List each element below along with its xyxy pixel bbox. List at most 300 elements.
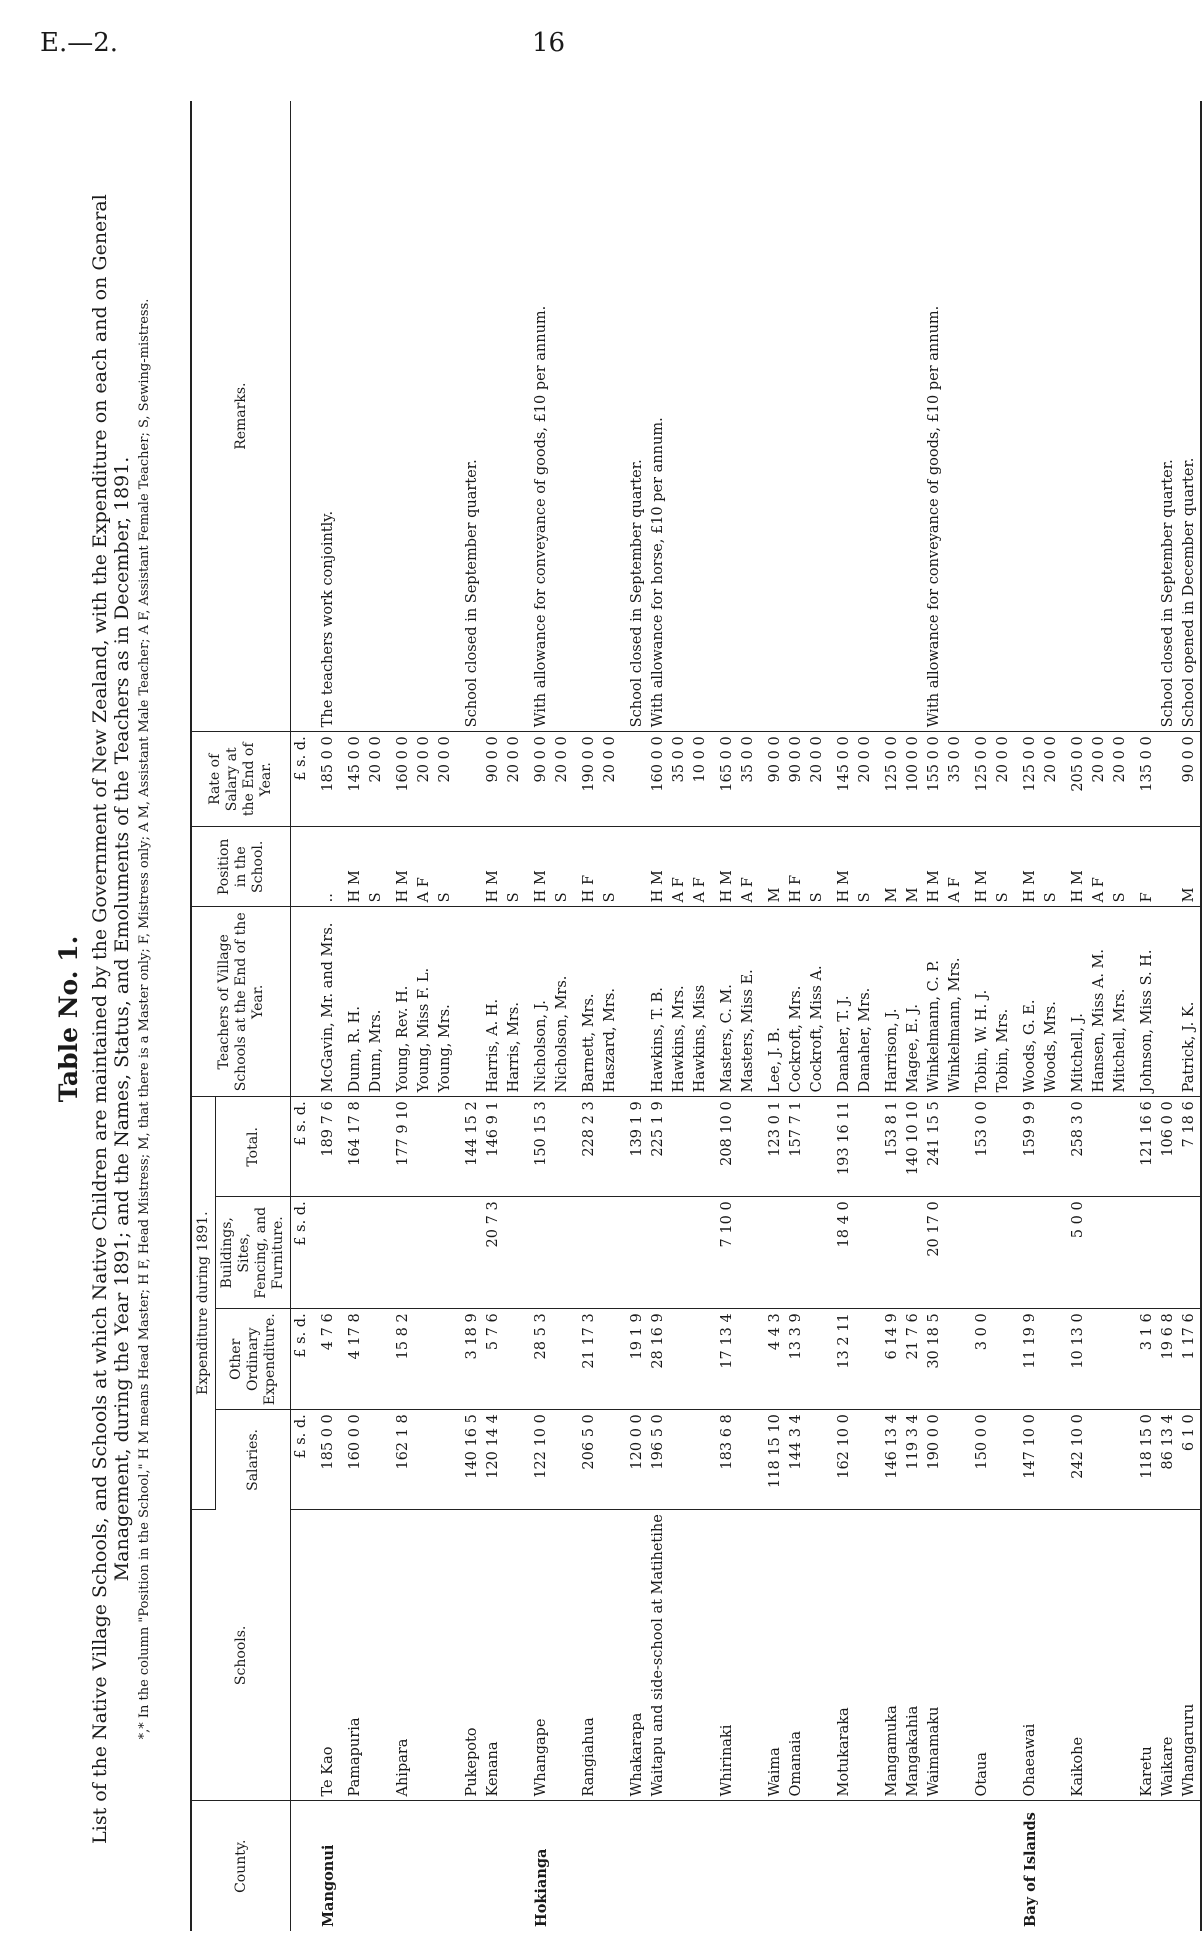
school-cell: Ohaeawai (1014, 1510, 1041, 1801)
county-cell (456, 1801, 483, 1931)
remarks-cell: The teachers work conjointly. (312, 101, 339, 732)
salaries-cell: 122 10 0 (525, 1410, 552, 1510)
rate-cell: 165 0 0 (711, 732, 738, 827)
unit-label: £ s. d. (291, 1309, 313, 1410)
rate-cell: 160 0 0 (648, 732, 669, 827)
teacher-cell: Patrick, J. K. (1179, 907, 1201, 1097)
total-cell (690, 1097, 711, 1197)
buildings-cell (903, 1197, 924, 1309)
rate-cell: 20 0 0 (807, 732, 828, 827)
teacher-cell: Cockroft, Miss A. (807, 907, 828, 1097)
buildings-cell (786, 1197, 807, 1309)
rate-cell: 125 0 0 (966, 732, 993, 827)
teacher-cell: Mitchell, J. (1062, 907, 1089, 1097)
teacher-cell: Harris, A. H. (483, 907, 504, 1097)
rate-cell (1158, 732, 1179, 827)
school-cell (552, 1510, 573, 1801)
rate-cell: 20 0 0 (504, 732, 525, 827)
remarks-cell (1110, 101, 1131, 732)
teacher-cell: Harrison, J. (876, 907, 903, 1097)
table-row (366, 101, 387, 1931)
county-cell (993, 1801, 1014, 1931)
teacher-cell: Woods, Mrs. (1041, 907, 1062, 1097)
remarks-cell (966, 101, 993, 732)
table-row (1014, 101, 1041, 1931)
unit-label: £ s. d. (291, 1097, 313, 1197)
buildings-cell (876, 1197, 903, 1309)
county-cell (945, 1801, 966, 1931)
rate-header: Rate of Salary at the End of Year. (191, 732, 291, 827)
total-cell: 228 2 3 (573, 1097, 600, 1197)
other-expenditure-cell: 4 17 8 (339, 1309, 366, 1410)
total-cell (1110, 1097, 1131, 1197)
teacher-cell: Johnson, Miss S. H. (1131, 907, 1158, 1097)
teacher-cell: Winkelmann, C. P. (924, 907, 945, 1097)
other-expenditure-cell (552, 1309, 573, 1410)
other-expenditure-cell (945, 1309, 966, 1410)
rate-cell: 35 0 0 (669, 732, 690, 827)
table-row (711, 101, 738, 1931)
teachers-header: Teachers of Village Schools at the End of the Year. (191, 907, 291, 1097)
remarks-cell: School closed in September quarter. (621, 101, 648, 732)
title-block (50, 95, 185, 1943)
county-cell (387, 1801, 414, 1931)
position-cell: H M (1014, 827, 1041, 907)
teacher-cell: Woods, G. E. (1014, 907, 1041, 1097)
remarks-cell (1089, 101, 1110, 732)
teacher-cell: Young, Mrs. (435, 907, 456, 1097)
school-cell: Pamapuria (339, 1510, 366, 1801)
other-expenditure-cell: 15 8 2 (387, 1309, 414, 1410)
table-row (483, 101, 504, 1931)
rate-cell: 35 0 0 (738, 732, 759, 827)
table-row (903, 101, 924, 1931)
buildings-cell (387, 1197, 414, 1309)
teacher-cell: Mitchell, Mrs. (1110, 907, 1131, 1097)
buildings-cell (1014, 1197, 1041, 1309)
school-cell: Waimamaku (924, 1510, 945, 1801)
salaries-cell: 144 3 4 (786, 1410, 807, 1510)
rate-cell: 145 0 0 (828, 732, 855, 827)
position-cell: H M (525, 827, 552, 907)
other-expenditure-cell: 13 3 9 (786, 1309, 807, 1410)
remarks-cell (552, 101, 573, 732)
rate-cell: 125 0 0 (1014, 732, 1041, 827)
teacher-cell: Magee, E. J. (903, 907, 924, 1097)
other-expenditure-cell (1089, 1309, 1110, 1410)
position-cell: A F (690, 827, 711, 907)
school-cell (435, 1510, 456, 1801)
table-row (993, 101, 1014, 1931)
buildings-cell (366, 1197, 387, 1309)
other-expenditure-cell: 11 19 9 (1014, 1309, 1041, 1410)
teacher-cell: Hansen, Miss A. M. (1089, 907, 1110, 1097)
county-header: County. (191, 1801, 291, 1931)
position-cell: F (1131, 827, 1158, 907)
rate-cell: 20 0 0 (855, 732, 876, 827)
school-cell (945, 1510, 966, 1801)
other-expenditure-cell (669, 1309, 690, 1410)
school-cell (504, 1510, 525, 1801)
rate-cell (621, 732, 648, 827)
table-row (456, 101, 483, 1931)
total-cell: 121 16 6 (1131, 1097, 1158, 1197)
other-expenditure-cell (690, 1309, 711, 1410)
buildings-cell (945, 1197, 966, 1309)
remarks-cell (414, 101, 435, 732)
rate-cell: 190 0 0 (573, 732, 600, 827)
buildings-cell: 20 17 0 (924, 1197, 945, 1309)
salaries-cell: 162 1 8 (387, 1410, 414, 1510)
other-expenditure-cell: 6 14 9 (876, 1309, 903, 1410)
other-expenditure-cell: 1 17 6 (1179, 1309, 1201, 1410)
remarks-header: Remarks. (191, 101, 291, 732)
county-cell (807, 1801, 828, 1931)
salaries-cell: 120 0 0 (621, 1410, 648, 1510)
buildings-cell (1089, 1197, 1110, 1309)
teacher-cell: Barnett, Mrs. (573, 907, 600, 1097)
teacher-cell: Nicholson, J. (525, 907, 552, 1097)
salaries-cell: 140 16 5 (456, 1410, 483, 1510)
buildings-cell (456, 1197, 483, 1309)
table-row (945, 101, 966, 1931)
total-cell: 225 1 9 (648, 1097, 669, 1197)
remarks-cell (387, 101, 414, 732)
other-expenditure-cell: 10 13 0 (1062, 1309, 1089, 1410)
salaries-cell: 150 0 0 (966, 1410, 993, 1510)
position-cell: S (855, 827, 876, 907)
total-cell (600, 1097, 621, 1197)
buildings-cell (621, 1197, 648, 1309)
county-cell (648, 1801, 669, 1931)
expenditure-group-header: Expenditure during 1891. (191, 1097, 216, 1510)
total-cell: 106 0 0 (1158, 1097, 1179, 1197)
total-cell (1041, 1097, 1062, 1197)
buildings-cell (759, 1197, 786, 1309)
remarks-cell (855, 101, 876, 732)
table-row (669, 101, 690, 1931)
position-cell: H F (786, 827, 807, 907)
teacher-cell: Cockroft, Mrs. (786, 907, 807, 1097)
teacher-cell: Tobin, Mrs. (993, 907, 1014, 1097)
rate-cell: 90 0 0 (1179, 732, 1201, 827)
salaries-cell (414, 1410, 435, 1510)
table-row (504, 101, 525, 1931)
rotated-table-page (50, 95, 1197, 1943)
buildings-cell: 5 0 0 (1062, 1197, 1089, 1309)
salaries-cell (504, 1410, 525, 1510)
buildings-cell: 18 4 0 (828, 1197, 855, 1309)
salaries-cell: 162 10 0 (828, 1410, 855, 1510)
total-cell (855, 1097, 876, 1197)
buildings-cell (690, 1197, 711, 1309)
county-cell (738, 1801, 759, 1931)
page-number: 16 (532, 28, 566, 58)
remarks-cell (903, 101, 924, 732)
salaries-cell (807, 1410, 828, 1510)
rate-cell: 135 0 0 (1131, 732, 1158, 827)
other-expenditure-cell: 3 1 6 (1131, 1309, 1158, 1410)
county-cell (414, 1801, 435, 1931)
other-expenditure-cell: 19 6 8 (1158, 1309, 1179, 1410)
total-cell: 189 7 6 (312, 1097, 339, 1197)
buildings-cell (648, 1197, 669, 1309)
other-expenditure-cell (600, 1309, 621, 1410)
other-expenditure-cell: 19 1 9 (621, 1309, 648, 1410)
school-cell: Karetu (1131, 1510, 1158, 1801)
table-body (291, 101, 1202, 1931)
total-cell: 140 10 10 (903, 1097, 924, 1197)
unit-label: £ s. d. (291, 1410, 313, 1510)
teacher-cell: Danaher, Mrs. (855, 907, 876, 1097)
rate-cell: 90 0 0 (525, 732, 552, 827)
salaries-cell (366, 1410, 387, 1510)
school-cell: Mangakahia (903, 1510, 924, 1801)
salaries-cell: 118 15 0 (1131, 1410, 1158, 1510)
county-cell (924, 1801, 945, 1931)
table-row (414, 101, 435, 1931)
other-expenditure-cell: 4 4 3 (759, 1309, 786, 1410)
unit-label: £ s. d. (291, 732, 313, 827)
buildings-cell (1110, 1197, 1131, 1309)
other-expenditure-cell: 3 0 0 (966, 1309, 993, 1410)
buildings-cell: 7 10 0 (711, 1197, 738, 1309)
other-expenditure-header: Other Ordinary Expenditure. (216, 1309, 291, 1410)
other-expenditure-cell (366, 1309, 387, 1410)
total-cell: 123 0 1 (759, 1097, 786, 1197)
other-expenditure-cell (993, 1309, 1014, 1410)
position-cell: H M (483, 827, 504, 907)
teacher-cell: Masters, C. M. (711, 907, 738, 1097)
school-cell: Rangiahua (573, 1510, 600, 1801)
position-header: Position in the School. (191, 827, 291, 907)
school-cell: Kaikohe (1062, 1510, 1089, 1801)
position-cell: M (1179, 827, 1201, 907)
school-cell: Waitapu and side-school at Matihetihe (648, 1510, 669, 1801)
buildings-cell (1179, 1197, 1201, 1309)
total-cell (669, 1097, 690, 1197)
table-row (807, 101, 828, 1931)
total-cell: 139 1 9 (621, 1097, 648, 1197)
school-cell: Whangape (525, 1510, 552, 1801)
remarks-cell (504, 101, 525, 732)
table-row (1041, 101, 1062, 1931)
county-cell (711, 1801, 738, 1931)
county-cell (966, 1801, 993, 1931)
other-expenditure-cell: 21 17 3 (573, 1309, 600, 1410)
table-row (759, 101, 786, 1931)
rate-cell: 20 0 0 (414, 732, 435, 827)
buildings-cell (312, 1197, 339, 1309)
position-cell: H F (573, 827, 600, 907)
salaries-cell (1041, 1410, 1062, 1510)
position-legend: *,* In the column "Position in the School," H M means Head Master; H F, Head Mistress; M, that there is a Master only; F, Mistress only; A M, Assistant Male Teacher; A F, Assistant Female Teacher; S, Sewing-mistress. (137, 298, 152, 1740)
county-cell: Mangonui (320, 1844, 337, 1927)
table-row (339, 101, 366, 1931)
position-cell: A F (669, 827, 690, 907)
table-row (786, 101, 807, 1931)
table-row (387, 101, 414, 1931)
salaries-cell: 160 0 0 (339, 1410, 366, 1510)
remarks-cell (339, 101, 366, 732)
document-code: E.—2. (40, 28, 119, 58)
salaries-cell: 118 15 10 (759, 1410, 786, 1510)
rate-cell: 145 0 0 (339, 732, 366, 827)
school-cell: Omanaia (786, 1510, 807, 1801)
table-row (924, 101, 945, 1931)
remarks-cell (690, 101, 711, 732)
position-cell: S (807, 827, 828, 907)
total-cell (738, 1097, 759, 1197)
school-cell: Kenana (483, 1510, 504, 1801)
rate-cell: 90 0 0 (483, 732, 504, 827)
rate-cell: 10 0 0 (690, 732, 711, 827)
table-row (600, 101, 621, 1931)
rate-cell: 20 0 0 (1110, 732, 1131, 827)
remarks-cell: School opened in December quarter. (1179, 101, 1201, 732)
school-cell: Mangamuka (876, 1510, 903, 1801)
rate-cell: 160 0 0 (387, 732, 414, 827)
remarks-cell: With allowance for conveyance of goods, £10 per annum. (924, 101, 945, 732)
school-cell: Otaua (966, 1510, 993, 1801)
total-cell (993, 1097, 1014, 1197)
school-cell: Motukaraka (828, 1510, 855, 1801)
county-cell (786, 1801, 807, 1931)
total-cell (366, 1097, 387, 1197)
salaries-cell: 196 5 0 (648, 1410, 669, 1510)
total-cell (435, 1097, 456, 1197)
county-cell (855, 1801, 876, 1931)
other-expenditure-cell: 30 18 5 (924, 1309, 945, 1410)
buildings-cell (504, 1197, 525, 1309)
total-cell: 258 3 0 (1062, 1097, 1089, 1197)
position-cell (456, 827, 483, 907)
other-expenditure-cell: 28 16 9 (648, 1309, 669, 1410)
position-cell: S (600, 827, 621, 907)
county-cell (690, 1801, 711, 1931)
remarks-cell (669, 101, 690, 732)
table-row (690, 101, 711, 1931)
buildings-cell (525, 1197, 552, 1309)
buildings-cell (435, 1197, 456, 1309)
position-cell (1158, 827, 1179, 907)
rate-cell: 125 0 0 (876, 732, 903, 827)
table-row (876, 101, 903, 1931)
school-cell (1110, 1510, 1131, 1801)
school-cell: Whangaruru (1179, 1510, 1201, 1801)
teacher-cell: Young, Miss F. L. (414, 907, 435, 1097)
position-cell: S (993, 827, 1014, 907)
position-cell: S (366, 827, 387, 907)
school-cell (1041, 1510, 1062, 1801)
teacher-cell: Winkelmann, Mrs. (945, 907, 966, 1097)
buildings-cell (1158, 1197, 1179, 1309)
salaries-cell (669, 1410, 690, 1510)
teacher-cell: Lee, J. B. (759, 907, 786, 1097)
teacher-cell: Hawkins, Miss (690, 907, 711, 1097)
buildings-cell (738, 1197, 759, 1309)
salaries-cell: 206 5 0 (573, 1410, 600, 1510)
remarks-cell (1041, 101, 1062, 732)
rate-cell: 20 0 0 (1089, 732, 1110, 827)
other-expenditure-cell (855, 1309, 876, 1410)
remarks-cell: School closed in September quarter. (456, 101, 483, 732)
county-cell (552, 1801, 573, 1931)
rate-cell: 20 0 0 (993, 732, 1014, 827)
teacher-cell: Hawkins, T. B. (648, 907, 669, 1097)
remarks-cell: With allowance for conveyance of goods, £10 per annum. (525, 101, 552, 732)
county-cell: Bay of Islands (1022, 1812, 1039, 1927)
salaries-cell: 183 6 8 (711, 1410, 738, 1510)
remarks-cell: With allowance for horse, £10 per annum. (648, 101, 669, 732)
salaries-cell (945, 1410, 966, 1510)
school-cell (807, 1510, 828, 1801)
county-cell (339, 1801, 366, 1931)
position-cell: S (552, 827, 573, 907)
position-cell: A F (414, 827, 435, 907)
teacher-cell: Masters, Miss E. (738, 907, 759, 1097)
county-cell (1089, 1801, 1110, 1931)
buildings-cell (966, 1197, 993, 1309)
remarks-cell (600, 101, 621, 732)
remarks-cell (828, 101, 855, 732)
school-cell: Waima (759, 1510, 786, 1801)
buildings-cell (552, 1197, 573, 1309)
buildings-cell (1131, 1197, 1158, 1309)
county-cell (483, 1801, 504, 1931)
remarks-cell (807, 101, 828, 732)
table-row (312, 101, 339, 1931)
total-cell: 193 16 11 (828, 1097, 855, 1197)
teacher-cell: Harris, Mrs. (504, 907, 525, 1097)
buildings-cell (807, 1197, 828, 1309)
total-cell: 7 18 6 (1179, 1097, 1201, 1197)
county-cell (1179, 1801, 1201, 1931)
buildings-header: Buildings, Sites, Fencing, and Furniture. (216, 1197, 291, 1309)
other-expenditure-cell (738, 1309, 759, 1410)
total-cell (504, 1097, 525, 1197)
remarks-cell (786, 101, 807, 732)
table-row (525, 101, 552, 1931)
teacher-cell: Dunn, Mrs. (366, 907, 387, 1097)
teacher-cell (456, 907, 483, 1097)
other-expenditure-cell (504, 1309, 525, 1410)
table-row (621, 101, 648, 1931)
salaries-cell: 120 14 4 (483, 1410, 504, 1510)
total-cell: 159 9 9 (1014, 1097, 1041, 1197)
remarks-cell (1014, 101, 1041, 732)
position-cell: H M (711, 827, 738, 907)
county-cell (1110, 1801, 1131, 1931)
other-expenditure-cell: 13 2 11 (828, 1309, 855, 1410)
other-expenditure-cell: 21 7 6 (903, 1309, 924, 1410)
buildings-cell (1041, 1197, 1062, 1309)
position-cell: M (903, 827, 924, 907)
rate-cell: 185 0 0 (312, 732, 339, 827)
salaries-cell: 6 1 0 (1179, 1410, 1201, 1510)
school-cell (669, 1510, 690, 1801)
other-expenditure-cell (1041, 1309, 1062, 1410)
county-cell (621, 1801, 648, 1931)
salaries-cell (1110, 1410, 1131, 1510)
position-cell: S (435, 827, 456, 907)
position-cell: M (876, 827, 903, 907)
table-row (855, 101, 876, 1931)
other-expenditure-cell (1110, 1309, 1131, 1410)
other-expenditure-cell: 5 7 6 (483, 1309, 504, 1410)
table-row (966, 101, 993, 1931)
position-cell: A F (945, 827, 966, 907)
